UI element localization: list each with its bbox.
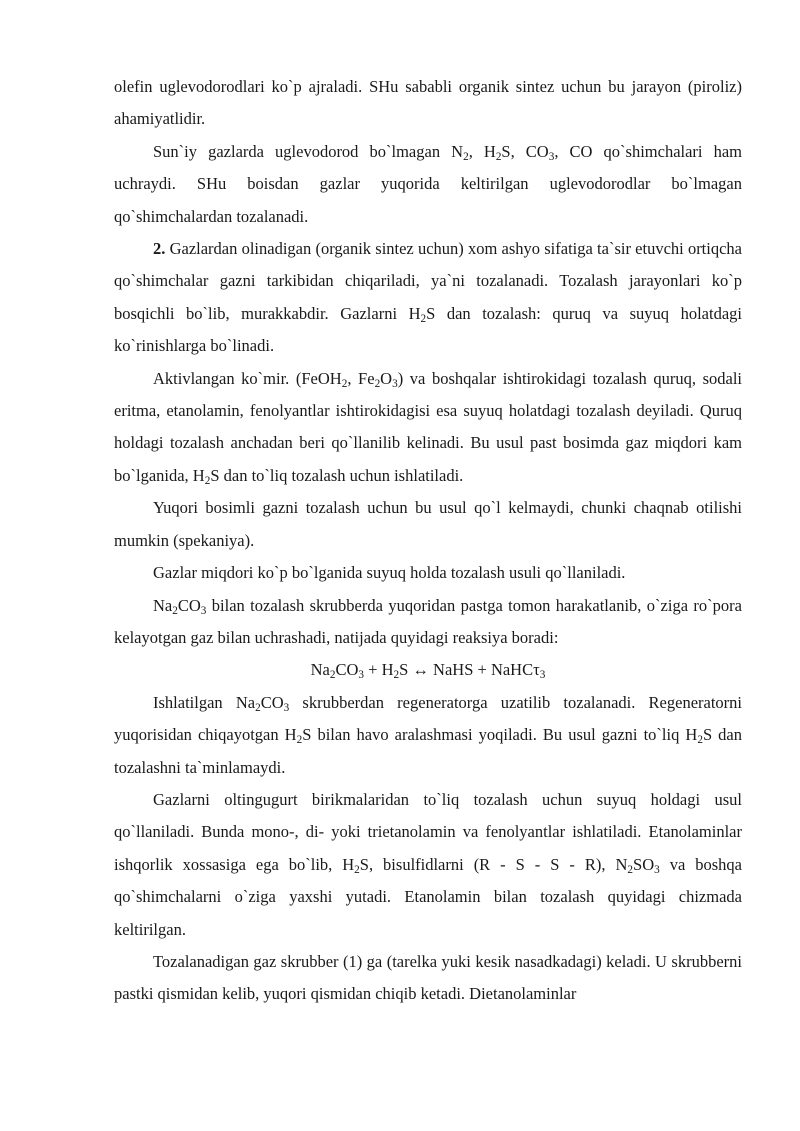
- text-run: S ↔ NaHS + NaHCτ: [399, 660, 540, 680]
- subscript: 2: [204, 475, 211, 488]
- subscript: 2: [172, 604, 178, 617]
- text-run: va boshqa qo`shimchalarni o`ziga yaxshi yutadi. Etanolamin bilan tozalash quyidagi chizmada keltirilgan.: [114, 854, 742, 939]
- paragraph: [114, 590, 742, 655]
- text-run: Tozalanadigan gaz skrubber (1) ga (tarelka yuki kesik nasadkadagi) keladi. U skrubberni pastki qismidan kelib, yuqori qismidan chiqib ketadi. Dietanolaminlar: [114, 951, 742, 1004]
- text-run: Ishlatilgan Na: [153, 692, 256, 712]
- text-run: Gazlardan olinadigan (organik sintez uchun) xom ashyo sifatiga ta`sir etuvchi ortiqcha qo`shimchalar gazni tarkibidan chiqariladi, ya`ni tozalanadi. Tozalash jarayonlari ko`p bosqichli bo`lib, murakkabdir. Gazlarni H: [114, 239, 742, 323]
- paragraph: [114, 557, 742, 589]
- text-run: Na: [153, 595, 173, 615]
- paragraph: [114, 687, 742, 784]
- paragraph: [114, 363, 742, 493]
- paragraph: [114, 946, 742, 1011]
- subscript: 2: [627, 863, 634, 876]
- subscript: 2: [341, 377, 348, 390]
- subscript: 2: [393, 669, 400, 682]
- text-run: , H: [468, 141, 496, 161]
- subscript: 3: [539, 669, 546, 682]
- subscript: 3: [548, 150, 555, 163]
- subscript: 2: [420, 312, 427, 325]
- text-run: S dan tozalashni ta`minlamaydi.: [114, 725, 743, 777]
- text-run: + H: [364, 660, 394, 680]
- text-run: Sun`iy gazlarda uglevodorod bo`lmagan N: [153, 141, 464, 161]
- subscript: 2: [296, 734, 303, 747]
- subscript: 2: [495, 150, 502, 163]
- reaction-equation: [114, 654, 742, 686]
- text-run: S, CO: [501, 141, 549, 161]
- text-run: Na: [310, 660, 330, 680]
- subscript: 2: [329, 669, 336, 682]
- text-run: SO: [633, 854, 655, 874]
- text-run: olefin uglevodorodlari ko`p ajraladi. SHu sababli organik sintez uchun bu jarayon (piroliz) ahamiyatlidir.: [114, 77, 742, 129]
- text-run: , CO qo`shimchalari ham uchraydi. SHu boisdan gazlar yuqorida keltirilgan uglevodorodlar bo`lmagan qo`shimchalardan tozalanadi.: [114, 141, 742, 226]
- subscript: 2: [255, 701, 261, 714]
- text-run: S dan tozalash: quruq va suyuq holatdagi ko`rinishlarga bo`linadi.: [114, 303, 742, 356]
- text-run: skrubberdan regeneratorga uzatilib tozalanadi. Regeneratorni yuqorisidan chiqayotgan H: [114, 692, 743, 745]
- subscript: 3: [654, 863, 660, 876]
- document-page: [114, 71, 742, 1011]
- text-run: CO: [335, 660, 359, 680]
- subscript: 3: [283, 701, 290, 714]
- text-run: S bilan havo aralashmasi yoqiladi. Bu usul gazni to`liq H: [302, 725, 698, 745]
- text-run: Gazlarni oltingugurt birikmalaridan to`liq tozalash uchun suyuq holdagi usul qo`llaniladi. Bunda mono-, di- yoki trietanolamin va fenolyantlar ishlatiladi. Etanolaminlar ishqorlik xossasiga ega bo`lib, H: [114, 789, 742, 874]
- text-run: Aktivlangan ko`mir. (FeOH: [153, 368, 342, 388]
- text-run: Yuqori bosimli gazni tozalash uchun bu usul qo`l kelmaydi, chunki chaqnab otilishi mumkin (spekaniya).: [114, 498, 742, 550]
- text-run: O: [380, 368, 393, 388]
- paragraph: [114, 136, 742, 233]
- subscript: 2: [697, 734, 703, 747]
- text-run: bilan tozalash skrubberda yuqoridan pastga tomon harakatlanib, o`ziga ro`pora kelayotgan gaz bilan uchrashadi, natijada quyidagi reaksiya boradi:: [114, 595, 742, 647]
- subscript: 2: [463, 150, 469, 163]
- subscript: 3: [358, 669, 365, 682]
- subscript: 3: [392, 377, 398, 390]
- paragraph: [114, 71, 742, 136]
- text-run: ) va boshqalar ishtirokidagi tozalash quruq, sodali eritma, etanolamin, fenolyantlar ishtirokidagisi esa suyuq holatdagi tozalash deyiladi. Quruq holdagi tozalash anchadan beri qo`llanilib kelinadi. Bu usul past bosimda gaz miqdori kam bo`lganida, H: [114, 368, 743, 485]
- paragraph: [114, 492, 742, 557]
- subscript: 3: [200, 604, 207, 617]
- text-run: S, bisulfidlarni (R - S - S - R), N: [359, 854, 628, 874]
- text-run: CO: [177, 595, 201, 615]
- text-run: Gazlar miqdori ko`p bo`lganida suyuq holda tozalash usuli qo`llaniladi.: [153, 563, 626, 583]
- text-run: CO: [260, 692, 284, 712]
- subscript: 2: [374, 377, 381, 390]
- paragraph: [114, 784, 742, 946]
- item-number: 2.: [153, 239, 166, 259]
- text-run: S dan to`liq tozalash uchun ishlatiladi.: [210, 465, 464, 485]
- text-run: , Fe: [347, 368, 375, 388]
- subscript: 2: [354, 863, 360, 876]
- paragraph: [114, 233, 742, 363]
